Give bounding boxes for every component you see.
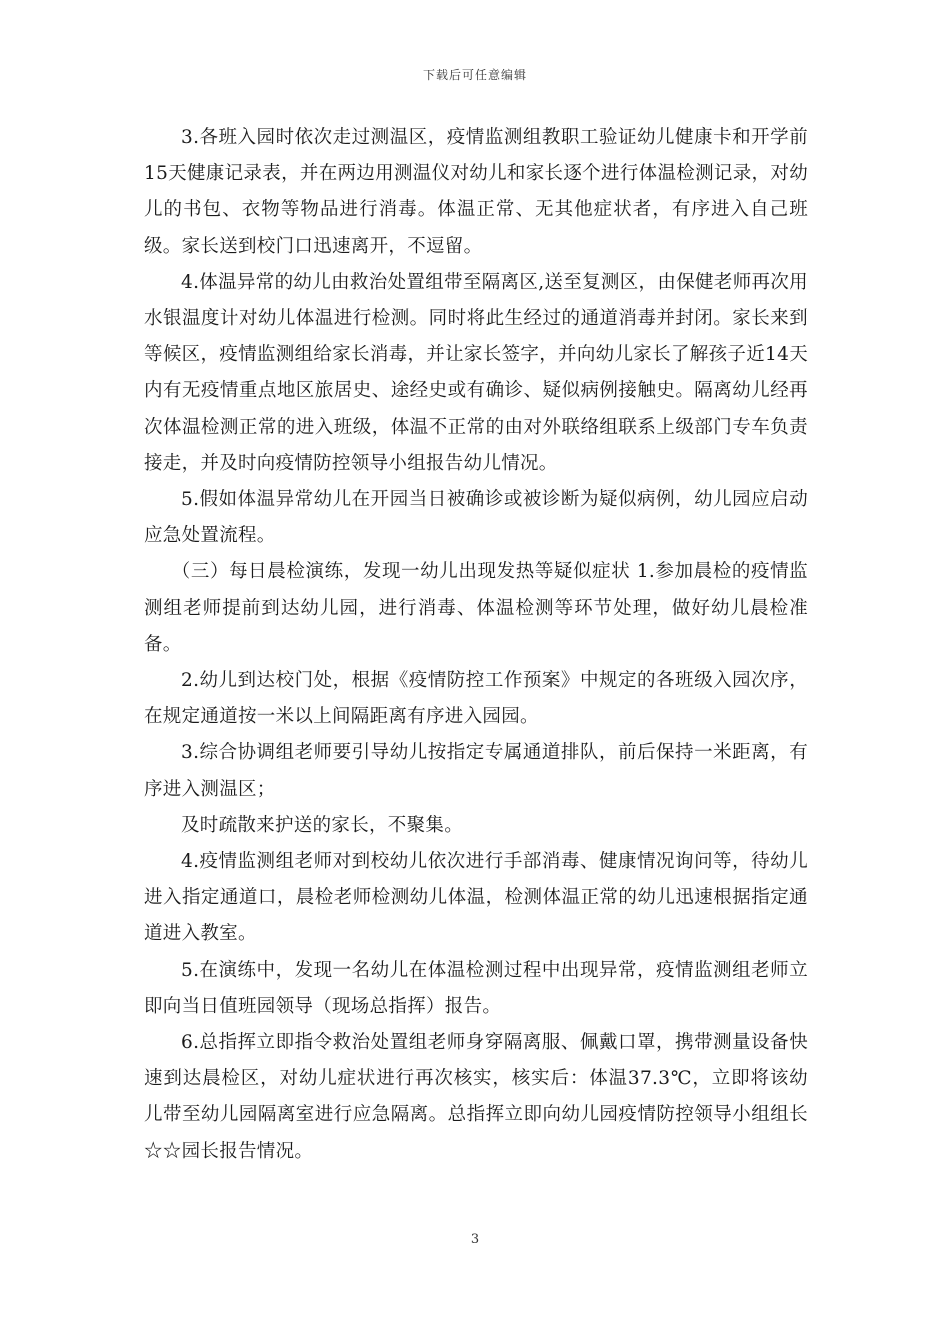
paragraph: 5.假如体温异常幼儿在开园当日被确诊或被诊断为疑似病例，幼儿园应启动应急处置流程。 bbox=[144, 489, 808, 547]
paragraph: 6.总指挥立即指令救治处置组老师身穿隔离服、佩戴口罩，携带测量设备快速到达晨检区，对幼儿症状进行再次核实，核实后：体温37.3℃，立即将该幼儿带至幼儿园隔离室进行应急隔离。总指挥立即向幼儿园疫情防控领导小组组长☆☆园长报告情况。 bbox=[144, 1032, 808, 1162]
page-header-note: 下载后可任意编辑 bbox=[422, 68, 527, 82]
paragraph: 5.在演练中，发现一名幼儿在体温检测过程中出现异常，疫情监测组老师立即向当日值班园领导（现场总指挥）报告。 bbox=[144, 959, 808, 1017]
paragraph: 及时疏散来护送的家长，不聚集。 bbox=[181, 814, 464, 836]
section-heading-paragraph: （三）每日晨检演练，发现一幼儿出现发热等疑似症状 1.参加晨检的疫情监测组老师提前到达幼儿园，进行消毒、体温检测等环节处理，做好幼儿晨检准备。 bbox=[144, 561, 808, 655]
paragraph: 3.各班入园时依次走过测温区，疫情监测组教职工验证幼儿健康卡和开学前15天健康记录表，并在两边用测温仪对幼儿和家长逐个进行体温检测记录，对幼儿的书包、衣物等物品进行消毒。体温正常、无其他症状者，有序进入自己班级。家长送到校门口迅速离开，不逗留。 bbox=[144, 127, 808, 257]
paragraph: 4.疫情监测组老师对到校幼儿依次进行手部消毒、健康情况询问等，待幼儿进入指定通道口，晨检老师检测幼儿体温，检测体温正常的幼儿迅速根据指定通道进入教室。 bbox=[144, 851, 808, 945]
paragraph: 2.幼儿到达校门处，根据《疫情防控工作预案》中规定的各班级入园次序，在规定通道按一米以上间隔距离有序进入园园。 bbox=[144, 670, 808, 728]
paragraph: 4.体温异常的幼儿由救治处置组带至隔离区,送至复测区，由保健老师再次用水银温度计对幼儿体温进行检测。同时将此生经过的通道消毒并封闭。家长来到等候区，疫情监测组给家长消毒，并让家长签字，并向幼儿家长了解孩子近14天内有无疫情重点地区旅居史、途经史或有确诊、疑似病例接触史。隔离幼儿经再次体温检测正常的进入班级，体温不正常的由对外联络组联系上级部门专车负责接走，并及时向疫情防控领导小组报告幼儿情况。 bbox=[144, 271, 808, 474]
paragraph: 3.综合协调组老师要引导幼儿按指定专属通道排队，前后保持一米距离，有序进入测温区； bbox=[144, 742, 808, 800]
page-number: 3 bbox=[470, 1232, 480, 1247]
document-body bbox=[144, 120, 808, 1170]
